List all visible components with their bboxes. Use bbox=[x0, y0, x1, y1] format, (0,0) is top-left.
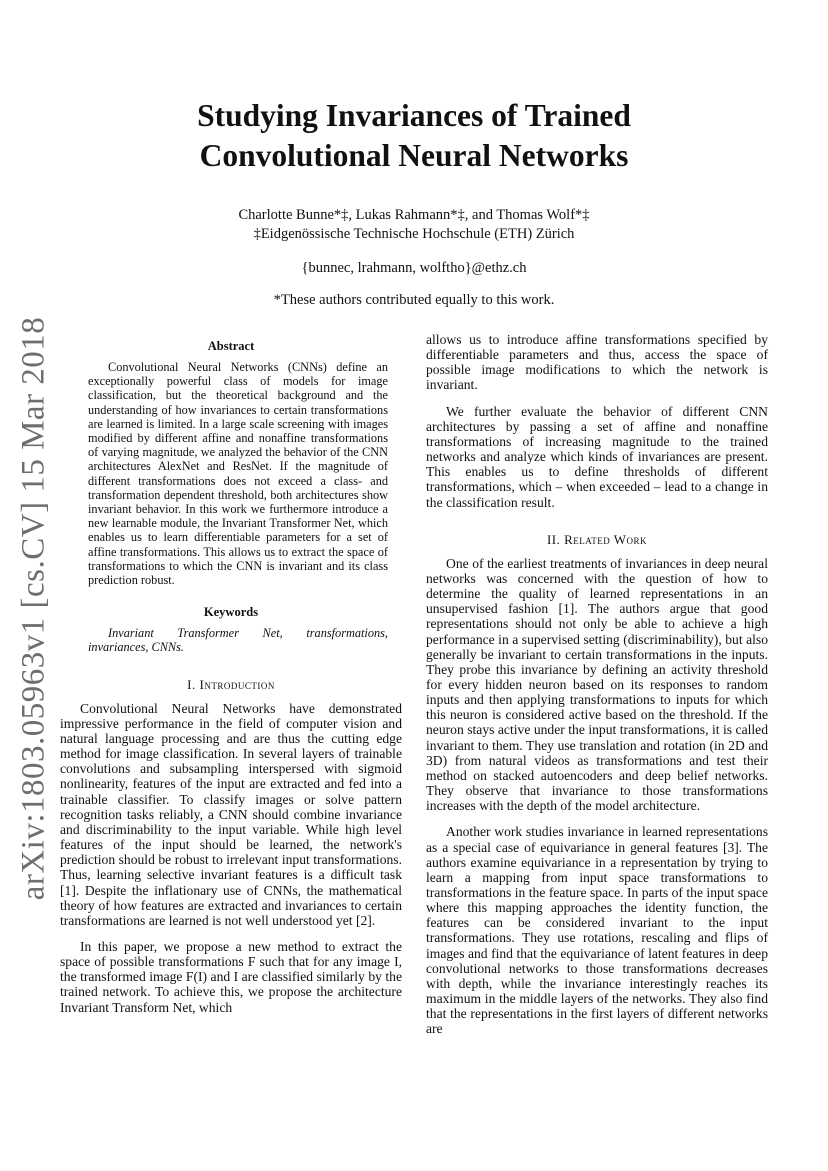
arxiv-stamp-text: arXiv:1803.05963v1 [cs.CV] 15 Mar 2018 bbox=[15, 316, 52, 900]
introduction-heading: I. Introduction bbox=[187, 676, 275, 692]
introduction-paragraph-2-continued: allows us to introduce affine transformations specified by differentiable parameters and thus, access the space of possible image modifications to which the network is invariant. bbox=[426, 332, 768, 393]
paper-title-line-1: Studying Invariances of Trained bbox=[197, 98, 631, 133]
right-column bbox=[426, 332, 768, 1037]
author-affiliation: ‡Eidgenössische Technische Hochschule (ETH) Zürich bbox=[253, 226, 575, 242]
author-emails: {bunnec, lrahmann, wolftho}@ethz.ch bbox=[301, 260, 527, 276]
introduction-paragraph-3: We further evaluate the behavior of different CNN architectures by passing a set of affine and nonaffine transformations of increasing magnitude to the trained networks and analyze which kinds of invariances are present. This enables us to define thresholds of different transformations, which – when exceeded – lead to a change in the classification result. bbox=[426, 403, 768, 510]
keywords-heading: Keywords bbox=[203, 605, 259, 620]
related-work-paragraph-1: One of the earliest treatments of invariances in deep neural networks was concerned with the question of how to determine the quality of learned representations in an unsupervised fashion [1]. The authors argue that good representations should not only be able to achieve a high performance in a supervised setting (discriminability), but also generally be invariant to certain transformations in the inputs. They probe this invariance by defining an activity threshold for every hidden neuron based on its responses to random inputs and then applying transformations to inputs for which this neuron is considered active based on the threshold. If the neuron stays active under the input transformations, it is called invariant to them. They use translation and rotation (in 2D and 3D) from natural videos as transformations and test their method on stacked autoencoders and deep belief networks. They observe that invariance to those transformations increases with the depth of the model architecture. bbox=[426, 555, 768, 814]
introduction-paragraph-2: In this paper, we propose a new method to extract the space of possible transformations F such that for any image I, the transformed image F(I) and I are classified similarly by the trained network. To achieve this, we propose the architecture Invariant Transform Net, which bbox=[60, 939, 402, 1015]
equal-contribution-note: *These authors contributed equally to this work. bbox=[273, 292, 555, 308]
abstract-text: Convolutional Neural Networks (CNNs) define an exceptionally powerful class of models for image classification, but the theoretical background and the understanding of how invariances to certain transformations are learned is limited. In a large scale screening with images modified by different affine and nonaffine transformations of varying magnitude, we analyzed the behavior of the CNN architectures AlexNet and ResNet. If the magnitude of different transformations does not exceed a class- and transformation dependent threshold, both architectures show invariant behavior. In this work we furthermore introduce a new learnable module, the Invariant Transformer Net, which enables us to learn differentiable parameters for a set of affine transformations. This allows us to extract the space of transformations to which the CNN is invariant and its class prediction robust. bbox=[88, 360, 388, 588]
keywords-text: Invariant Transformer Net, transformations, invariances, CNNs. bbox=[88, 626, 388, 655]
introduction-paragraph-1: Convolutional Neural Networks have demonstrated impressive performance in the field of computer vision and natural language processing and are thus the cutting edge method for image classification. In several layers of trainable convolutions and subsampling interspersed with sigmoid nonlinearity, features of the input are extracted and fed into a trainable classifier. To classify images or solve pattern recognition tasks reliably, a CNN should combine invariance and discriminability to the input variable. While high level features of the input should be learned, the network's prediction should be robust to irrelevant input transformations. Thus, learning selective invariant features is a difficult task [1]. Despite the inflationary use of CNNs, the mathematical theory of how features are extracted and invariances to certain transformations are learned is not well understood yet [2]. bbox=[60, 700, 402, 928]
paper-title bbox=[60, 96, 768, 176]
related-work-paragraph-2: Another work studies invariance in learned representations as a special case of equivariance in general features [3]. The authors examine equivariance in a representation by trying to learn a mapping from input space transformations to transformations in the feature space. In parts of the input space where this mapping approaches the identity function, the features can be considered invariant to the input transformations. They use rotations, rescaling and flips of images and find that the equivariance of latent features in deep convolutional networks to those transformations decreases with depth, while the invariance interestingly reaches its maximum in the middle layers of the networks. They also find that the representations in the first layers of different networks are bbox=[426, 824, 768, 1037]
arxiv-identifier-stamp bbox=[4, 316, 64, 900]
abstract-heading: Abstract bbox=[207, 339, 255, 353]
author-list: Charlotte Bunne*‡, Lukas Rahmann*‡, and Thomas Wolf*‡ bbox=[238, 207, 590, 223]
related-work-heading: II. Related Work bbox=[546, 531, 648, 547]
paper-title-line-2: Convolutional Neural Networks bbox=[199, 138, 629, 173]
left-column bbox=[60, 332, 402, 1015]
